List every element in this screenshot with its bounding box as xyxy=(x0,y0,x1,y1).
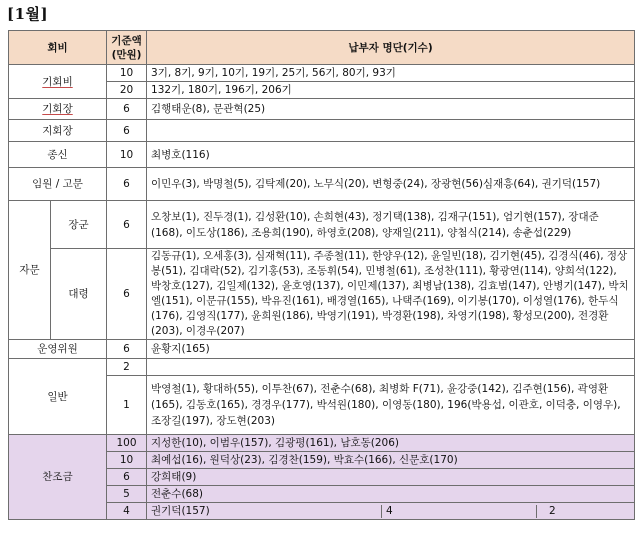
names-value: 권기덕(157) xyxy=(147,505,382,518)
names-cell: 오창보(1), 진두경(1), 김성환(10), 손희현(43), 정기택(138), 김재구(151), 엄기현(157), 장대준(168), 이도상(186), 조용희(190), 하영호(208), 양재일(211), 양첨식(214), 송춘섭(229) xyxy=(147,201,635,249)
table-row xyxy=(9,201,635,249)
amount-cell: 1 xyxy=(107,376,147,435)
names-cell: 윤황지(165) xyxy=(147,340,635,359)
table-row xyxy=(9,340,635,359)
table-row xyxy=(9,65,635,82)
extra-value: 4 xyxy=(382,505,537,518)
category-label: 자문 xyxy=(9,201,51,340)
subcategory-label: 대령 xyxy=(51,249,107,340)
amount-cell: 6 xyxy=(107,340,147,359)
amount-cell: 6 xyxy=(107,120,147,142)
table-row xyxy=(9,99,635,120)
names-subcells xyxy=(147,505,634,518)
names-cell: 강희태(9) xyxy=(147,469,635,486)
amount-cell: 6 xyxy=(107,469,147,486)
amount-cell: 4 xyxy=(107,503,147,520)
category-label: 종신 xyxy=(9,142,107,168)
category-label: 찬조금 xyxy=(9,435,107,520)
amount-cell: 6 xyxy=(107,168,147,201)
names-cell: 최예섭(16), 원덕상(23), 김경찬(159), 박효수(166), 신문호(170) xyxy=(147,452,635,469)
names-cell: 최병호(116) xyxy=(147,142,635,168)
names-cell: 132기, 180기, 196기, 206기 xyxy=(147,82,635,99)
names-cell xyxy=(147,120,635,142)
subcategory-label: 장군 xyxy=(51,201,107,249)
table-row xyxy=(9,120,635,142)
header-category: 회비 xyxy=(9,31,107,65)
header-names: 납부자 명단(기수) xyxy=(147,31,635,65)
names-cell: 전춘수(68) xyxy=(147,486,635,503)
amount-cell: 6 xyxy=(107,99,147,120)
category-label: 기회비 xyxy=(9,65,107,99)
category-label: 임원 / 고문 xyxy=(9,168,107,201)
category-label: 운영위원 xyxy=(9,340,107,359)
amount-cell: 2 xyxy=(107,359,147,376)
category-label: 일반 xyxy=(9,359,107,435)
names-cell xyxy=(147,503,635,520)
amount-cell: 100 xyxy=(107,435,147,452)
names-cell xyxy=(147,359,635,376)
amount-cell: 10 xyxy=(107,142,147,168)
header-row xyxy=(9,31,635,65)
amount-cell: 6 xyxy=(107,201,147,249)
amount-cell: 5 xyxy=(107,486,147,503)
names-cell: 박영철(1), 황대하(55), 이투찬(67), 전춘수(68), 최병화 F(71), 윤강중(142), 김주현(156), 곽영환(165), 김동호(165), 경경우(177), 박석원(180), 이영동(180), 196(박용섭, 이관호, 이덕충, 이영우), 조장길(197), 장도현(203) xyxy=(147,376,635,435)
header-amount: 기준액 (만원) xyxy=(107,31,147,65)
names-cell: 3기, 8기, 9기, 10기, 19기, 25기, 56기, 80기, 93기 xyxy=(147,65,635,82)
names-cell: 지성한(10), 이범우(157), 김광평(161), 남호동(206) xyxy=(147,435,635,452)
table-row xyxy=(9,435,635,452)
dues-table xyxy=(8,30,635,520)
amount-cell: 20 xyxy=(107,82,147,99)
extra-value: 2 xyxy=(549,504,556,517)
amount-cell: 10 xyxy=(107,65,147,82)
names-cell: 김행태운(8), 문관혁(25) xyxy=(147,99,635,120)
names-cell: 이민우(3), 박명철(5), 김탁제(20), 노무식(20), 변형중(24), 장광현(56)심재흥(64), 권기덕(157) xyxy=(147,168,635,201)
amount-cell: 10 xyxy=(107,452,147,469)
table-row xyxy=(9,142,635,168)
category-label: 지회장 xyxy=(9,120,107,142)
page-title: [1월] xyxy=(7,5,49,23)
table-row xyxy=(9,168,635,201)
amount-cell: 6 xyxy=(107,249,147,340)
table-row xyxy=(9,249,635,340)
table-row xyxy=(9,359,635,376)
category-label: 기회장 xyxy=(9,99,107,120)
names-cell: 김동규(1), 오세홍(3), 심재혁(11), 주종철(11), 한양우(12), 윤일빈(18), 김기현(45), 김경식(46), 정상봉(51), 김대락(52), 김기홍(53), 조동휘(54), 민병철(61), 조성찬(111), 황광연(114), 양희석(122), 박창호(127), 김일제(132), 윤호영(137), 이민제(137), 최병남(138), 김효범(147), 안병기(147), 박치엘(151), 이문규(155), 박유진(161), 배경열(165), 나택주(169), 이기봉(170), 이성열(176), 한두식(176), 김영직(177), 윤희원(186), 박영기(191), 박경환(198), 차영기(198), 황성모(200), 전경환(203), 이경우(207) xyxy=(147,249,635,340)
